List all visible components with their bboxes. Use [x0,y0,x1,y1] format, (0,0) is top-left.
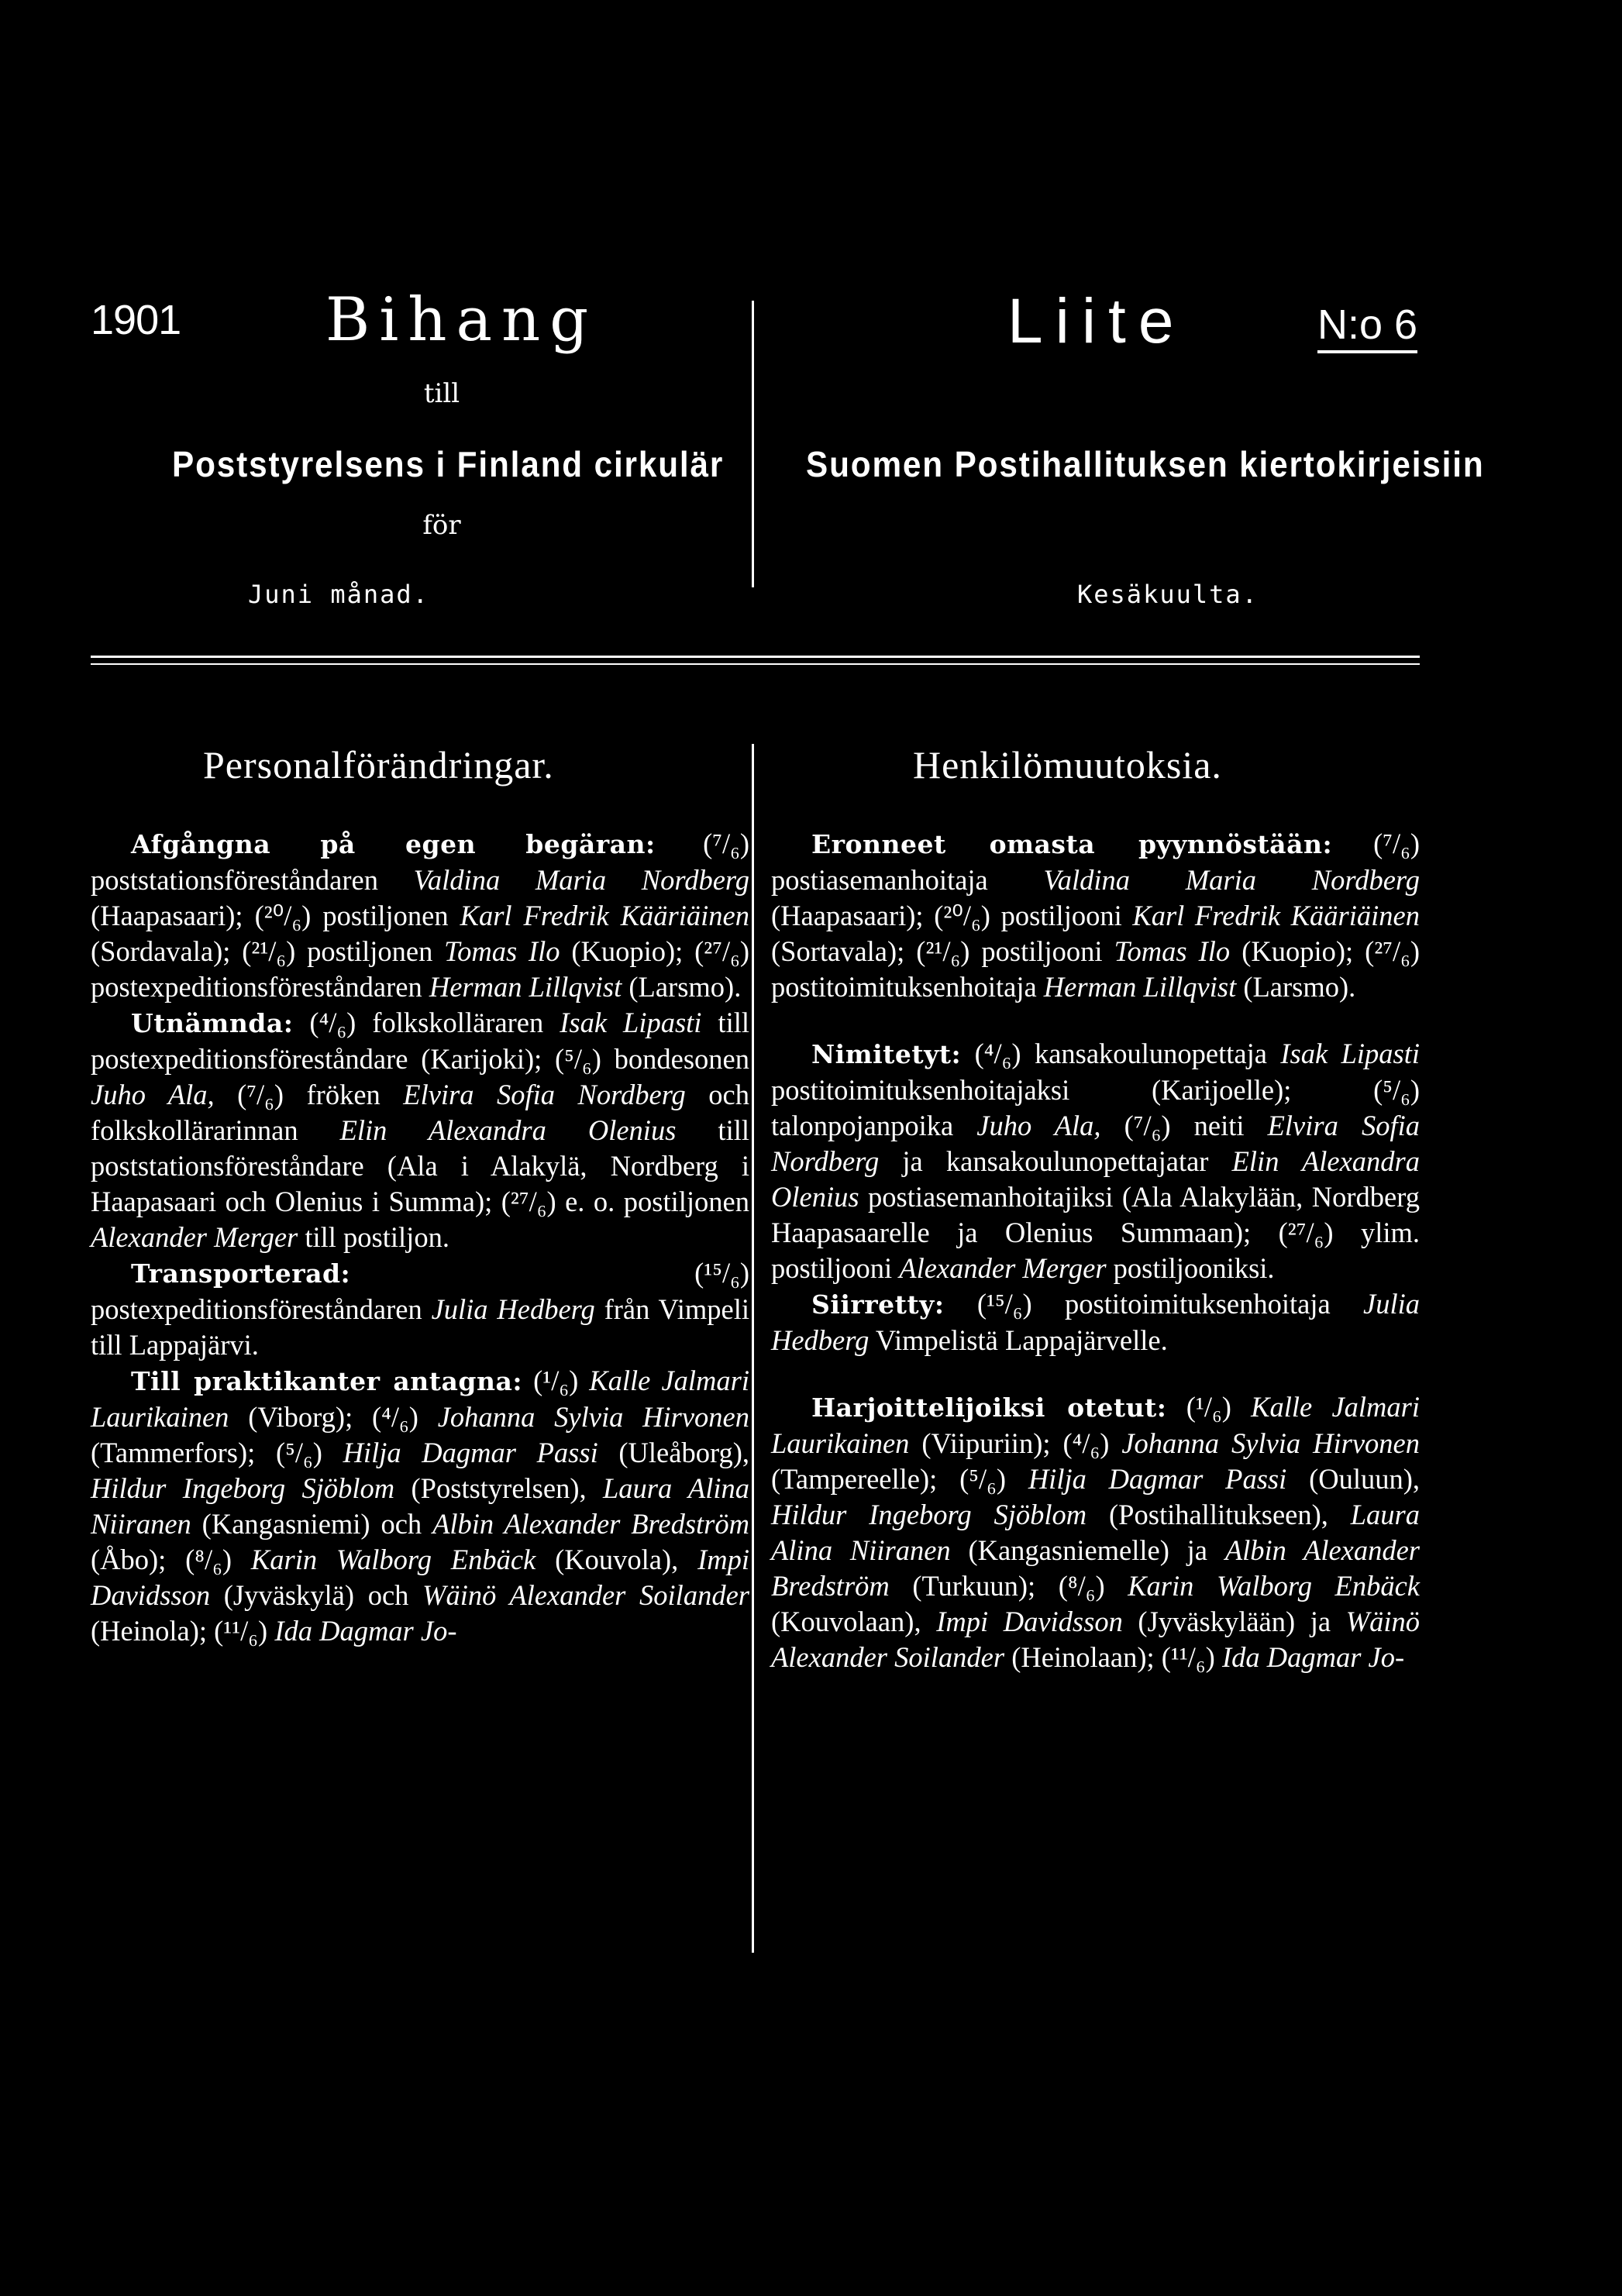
text: (Haapasaari); (²⁰/₆) postiljonen [91,900,460,931]
year: 1901 [91,297,181,343]
person-name: Impi Davidsson [936,1606,1123,1637]
person-name: Hildur Ingeborg Sjöblom [771,1499,1087,1530]
lead-transporterad: Transporterad: [131,1258,351,1289]
text: postiljooniksi. [1106,1252,1275,1284]
person-name: Elin Alexandra Olenius [339,1114,677,1146]
person-name: Albin Alexander Bredström [771,1534,1421,1602]
lead-nimitetyt: Nimitetyt: [811,1039,962,1069]
person-name: Kalle Jalmari Laurikainen [91,1365,749,1433]
text: (⁴/₆) folkskolläraren [293,1007,560,1038]
column-finnish [771,826,1420,1675]
paragraph-harjoittelijoiksi [771,1389,1420,1675]
text: postitoimituksenhoitajaksi (Karijoelle); (⁵/₆) talonpojanpoika [771,1074,1420,1141]
text: (Kangasniemelle) ja [950,1534,1225,1566]
text: (Turkuun); (⁸/₆) [889,1570,1128,1602]
header-divider [752,301,754,587]
text: ja kansakoulunopettajatar [879,1145,1232,1177]
person-name: Julia Hedberg [431,1293,595,1325]
for-label: för [422,510,461,541]
person-name: Hilja Dagmar Passi [1028,1463,1287,1495]
column-swedish [91,826,749,1649]
text: (⁷/₆) neiti [1100,1110,1268,1141]
person-name: Isak Lipasti [560,1007,702,1038]
person-name: Hilja Dagmar Passi [343,1437,598,1468]
text: (¹/₆) [1166,1391,1252,1423]
text: (Tammerfors); (⁵/₆) [91,1437,343,1468]
text: (Tampereelle); (⁵/₆) [771,1463,1028,1495]
paragraph-utnamnda [91,1005,749,1255]
lead-praktikanter: Till praktikanter antagna: [131,1366,523,1396]
person-name: Tomas Ilo [1114,935,1231,967]
person-name: Valdina Maria Nordberg [413,864,749,896]
paragraph-praktikanter [91,1363,749,1649]
person-name: Elin Alexandra Olenius [771,1145,1421,1213]
person-name: Karl Fredrik Kääriäinen [1132,900,1420,931]
text: (¹⁵/₆) postexpeditionsföreståndaren [91,1257,749,1325]
person-name: Tomas Ilo [444,935,560,967]
person-name: Karin Walborg Enbäck [1128,1570,1420,1602]
person-name: Juho Ala, [91,1079,215,1110]
column-divider [752,744,754,1953]
header-rule-bottom [91,663,1420,665]
text: postiasemanhoitajiksi (Ala Alakylään, Nordberg Haapasaarelle ja Olenius Summaan); (²⁷/₆) ylim. postiljooni [771,1181,1420,1284]
text: (Postihallitukseen), [1086,1499,1351,1530]
text: (¹/₆) [522,1365,590,1396]
paragraph-nimitetyt [771,1036,1420,1286]
person-name: Karl Fredrik Kääriäinen [460,900,749,931]
person-name: Wäinö Alexander Soilander [771,1606,1420,1673]
paragraph-transporterad [91,1255,749,1363]
text: (¹⁵/₆) postitoimituksenhoitaja [944,1288,1364,1320]
text: (Kuopio); (²⁷/₆) postitoimituksenhoitaja [771,935,1421,1003]
person-name: Johanna Sylvia Hirvonen [1121,1427,1420,1459]
person-name: Ida Dagmar Jo- [1221,1641,1405,1673]
person-name: Ida Dagmar Jo- [274,1615,457,1647]
issue-number: N:o 6 [1317,301,1417,353]
section-title-fi: Henkilömuutoksia. [913,743,1222,787]
text: (Kangasniemi) och [191,1508,433,1540]
text: (Åbo); (⁸/₆) [91,1544,251,1575]
text: (Poststyrelsen), [394,1472,603,1504]
person-name: Albin Alexander Bredström [432,1508,749,1540]
text: (Viborg); (⁴/₆) [229,1401,438,1433]
text: (Sordavala); (²¹/₆) postiljonen [91,935,445,967]
person-name: Wäinö Alexander Soilander [422,1579,749,1611]
person-name: Elvira Sofia Nordberg [771,1110,1421,1177]
person-name: Julia Hedberg [771,1288,1420,1356]
paragraph-eronneet [771,826,1420,1005]
lead-utnamnda: Utnämnda: [131,1008,294,1038]
lead-eronneet: Eronneet omasta pyynnöstään: [811,829,1333,859]
section-title-sv: Personalförändringar. [203,743,554,787]
person-name: Herman Lillqvist [1043,971,1237,1003]
circular-title-fi: Suomen Postihallituksen kiertokirjeisiin [806,444,1485,484]
text: (Kouvolaan), [771,1606,937,1637]
person-name: Kalle Jalmari Laurikainen [771,1391,1421,1459]
lead-siirretty: Siirretty: [811,1289,945,1320]
text: (Sortavala); (²¹/₆) postiljooni [771,935,1114,967]
month-fi: Kesäkuulta. [1077,580,1259,609]
person-name: Herman Lillqvist [429,971,622,1003]
month-sv: Juni månad. [248,580,429,609]
text: (Heinola); (¹¹/₆) [91,1615,275,1647]
person-name: Impi Davidsson [91,1544,750,1611]
text: (Jyväskylään) ja [1122,1606,1346,1637]
text: (Larsmo). [1236,971,1356,1003]
heading-bihang: Bihang [325,285,598,355]
person-name: Laura Alina Niiranen [771,1499,1420,1566]
text: (Uleåborg), [597,1437,749,1468]
text: och folkskollärarinnan [91,1079,749,1146]
text: till poststationsföreståndare (Ala i Alakylä, Nordberg i Haapasaari och Olenius i Summa); (²⁷/₆) e. o. postiljonen [91,1114,749,1217]
text: från Vimpeli till Lappajärvi. [91,1293,749,1361]
text: till postiljon. [298,1221,449,1253]
text: (⁷/₆) postiasemanhoitaja [771,828,1420,896]
circular-title-sv: Poststyrelsens i Finland cirkulär [172,444,725,484]
person-name: Laura Alina Niiranen [91,1472,749,1540]
heading-liite: Liite [1007,286,1186,356]
header-rule-top [91,656,1420,658]
lead-harjoittelijoiksi: Harjoittelijoiksi otetut: [811,1392,1167,1423]
text: (Haapasaari); (²⁰/₆) postiljooni [771,900,1133,931]
text: till postexpeditionsföreståndare (Karijoki); (⁵/₆) bondesonen [91,1007,749,1075]
text: (Larsmo). [622,971,742,1003]
text: (⁷/₆) fröken [214,1079,404,1110]
person-name: Karin Walborg Enbäck [250,1544,536,1575]
person-name: Alexander Merger [91,1221,298,1253]
person-name: Johanna Sylvia Hirvonen [437,1401,749,1433]
text: Vimpelistä Lappajärvelle. [869,1324,1168,1356]
person-name: Elvira Sofia Nordberg [403,1079,686,1110]
paragraph-afgangna [91,826,749,1005]
person-name: Isak Lipasti [1280,1038,1420,1069]
person-name: Hildur Ingeborg Sjöblom [91,1472,395,1504]
person-name: Juho Ala, [976,1110,1101,1141]
till-label: till [423,378,460,409]
person-name: Valdina Maria Nordberg [1043,864,1420,896]
text: (Viipuriin); (⁴/₆) [909,1427,1122,1459]
text: (⁷/₆) poststationsföreståndaren [91,828,749,896]
lead-afgangna: Afgångna på egen begäran: [131,829,656,859]
text: (Kuopio); (²⁷/₆) postexpeditionsföreståndaren [91,935,749,1003]
paragraph-siirretty [771,1286,1420,1358]
text: (Heinolaan); (¹¹/₆) [1004,1641,1222,1673]
text: (Jyväskylä) och [210,1579,423,1611]
text: (⁴/₆) kansakoulunopettaja [961,1038,1281,1069]
text: (Ouluun), [1286,1463,1420,1495]
person-name: Alexander Merger [899,1252,1107,1284]
text: (Kouvola), [536,1544,698,1575]
